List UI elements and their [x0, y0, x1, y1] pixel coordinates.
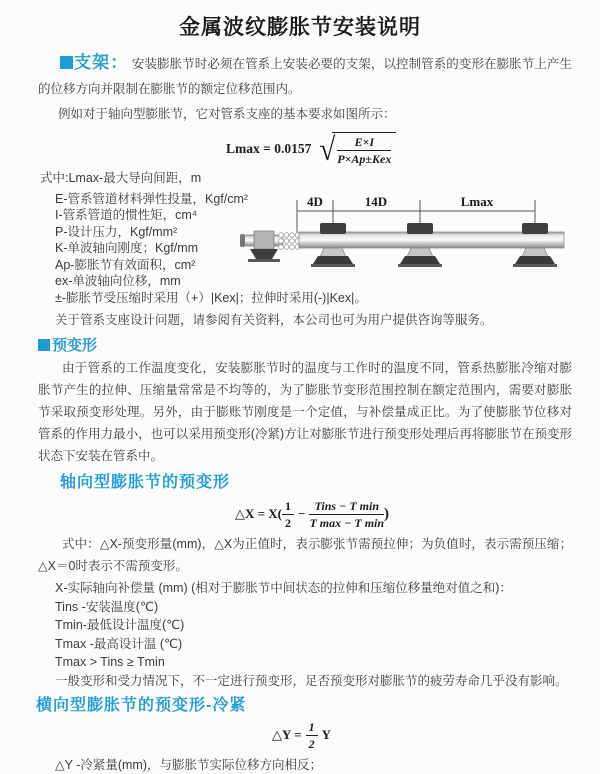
- one-half-fraction: $\frac{1}{2}$: [306, 720, 318, 751]
- axial-symbol-line: Tmax -最高设计温 (℃): [55, 636, 183, 651]
- axial-symbol-line: X-实际轴向补偿量 (mm) (相对于膨胀节中间状态的拉伸和压缩位移量绝对值之和)：: [55, 581, 512, 595]
- axial-symbol-line: Tmax > Tins ≥ Tmin: [55, 655, 165, 669]
- definition-line: ±-膨胀节受压缩时采用（+）|Kex|；拉伸时采用(-)|Kex|。: [55, 290, 367, 305]
- page-title: 金属波纹膨胀节安装说明: [179, 16, 421, 39]
- axial-symbol-line: 一般变形和受力情况下，不一定进行预变形，足否预变形对膨胀节的疲劳寿命几乎没有影响。: [55, 673, 568, 688]
- lateral-formula-lhs: △Y =: [272, 727, 302, 742]
- predeform-section-heading: [38, 337, 600, 355]
- support-note-line: 关于管系支座设计问题，请参阅有关资料，本公司也可为用户提供咨询等服务。: [55, 313, 493, 327]
- definition-line: 式中:Lmax-最大导向间距，m: [40, 171, 202, 185]
- axial-predeform-heading: 轴向型膨胀节的预变形: [60, 474, 231, 491]
- axial-symbol-list: [55, 579, 600, 690]
- temperature-fraction: $\frac{\text{Tins − T min}}{\text{T max − T min}}$: [309, 498, 385, 530]
- axial-formula-explanation: 式中：△X-预变形量(mm)，△X为正值时，表示膨张节需预拉伸；为负值时，表示需预压缩；△X＝0时表示不需预变形。: [38, 537, 572, 573]
- dimension-label-4d: 4D: [307, 194, 323, 209]
- definition-line: Ap-膨胀节有效面积，cm²: [55, 257, 196, 272]
- definition-line: I-管系管道的惯性矩，cm⁴: [55, 208, 198, 222]
- dimension-label-lmax: Lmax: [460, 194, 494, 209]
- fixed-support: [240, 231, 283, 262]
- sqrt-sign: √: [319, 131, 336, 168]
- predeform-paragraph: 由于管系的工作温度变化，安装膨胀节时的温度与工作时的温度不同，管系热膨胀冷缩对膨胀节产生的拉伸、压缩量常常是不均等的，为了膨胀节变形范围控制在额定范围内，需要对膨胀节采取预变形处理。另外，由于膨账节刚度是一个定值，与补偿量成正比。为了使膨胀节位移对管系的作用力最小，也可以采用预变形(冷紧)方让对膨胀节进行预变形处理后再将膨胀节在预变形状态下安装在管系中。: [38, 361, 572, 463]
- support-heading-label: 支架：: [74, 53, 129, 72]
- one-half-fraction: $\frac{1}{2}$: [282, 499, 294, 530]
- definition-line: P-设计压力，Kgf/mm²: [55, 224, 178, 239]
- lmax-formula-lhs: Lmax = 0.0157: [226, 141, 312, 156]
- section-bullet-icon: [60, 56, 73, 69]
- axial-formula-lhs: △X = X(: [235, 506, 283, 521]
- axial-predeform-formula: [235, 497, 600, 531]
- axial-symbol-line: Tmin-最低设计温度(℃): [55, 618, 185, 632]
- axial-formula-rhs: ): [384, 505, 390, 522]
- expansion-joint-bellows: [279, 233, 300, 250]
- lmax-denominator: P×Ap±Kex: [337, 152, 392, 166]
- support-intro-paragraph: [38, 50, 572, 102]
- definition-line: E-管系管道材料弹性投量，Kgf/cm²: [55, 191, 249, 206]
- lateral-predeform-heading: 横向型膨胀节的预变形-冷紧: [36, 697, 247, 714]
- lmax-radicand: [332, 132, 396, 166]
- lmax-formula: [226, 131, 600, 167]
- dimension-label-14d: 14D: [364, 194, 388, 209]
- section-bullet-icon: [38, 339, 50, 351]
- dimension-labels: [307, 194, 494, 209]
- support-spacing-diagram: [240, 192, 580, 278]
- axial-symbol-line: Tins -安装温度(℃): [55, 599, 159, 614]
- definition-line: K-单波轴向刚度；Kgf/mm: [55, 241, 199, 255]
- minus-sign: −: [298, 506, 306, 521]
- lateral-predeform-formula: [272, 720, 600, 750]
- definition-line: ex-单波轴向位移，mm: [55, 274, 181, 288]
- predeform-heading-label: 预变形: [52, 337, 98, 354]
- support-section-heading: [60, 53, 128, 72]
- support-intro-text: 安装膨胀节时必须在管系上安装必要的支架，以控制管系的变形在膨胀节上产生的位移方向并限制在膨胀节的额定位移范围内。: [38, 57, 572, 96]
- pipe: [299, 232, 564, 248]
- lmax-numerator: E×I: [337, 135, 391, 151]
- lateral-formula-rhs: Y: [321, 727, 331, 742]
- support-example-line: 例如对于轴向型膨胀节，它对管系支座的基本要求如图所示：: [58, 107, 396, 121]
- lateral-formula-note: △Y -冷紧量(mm)，与膨胀节实际位移方向相反；: [55, 758, 323, 772]
